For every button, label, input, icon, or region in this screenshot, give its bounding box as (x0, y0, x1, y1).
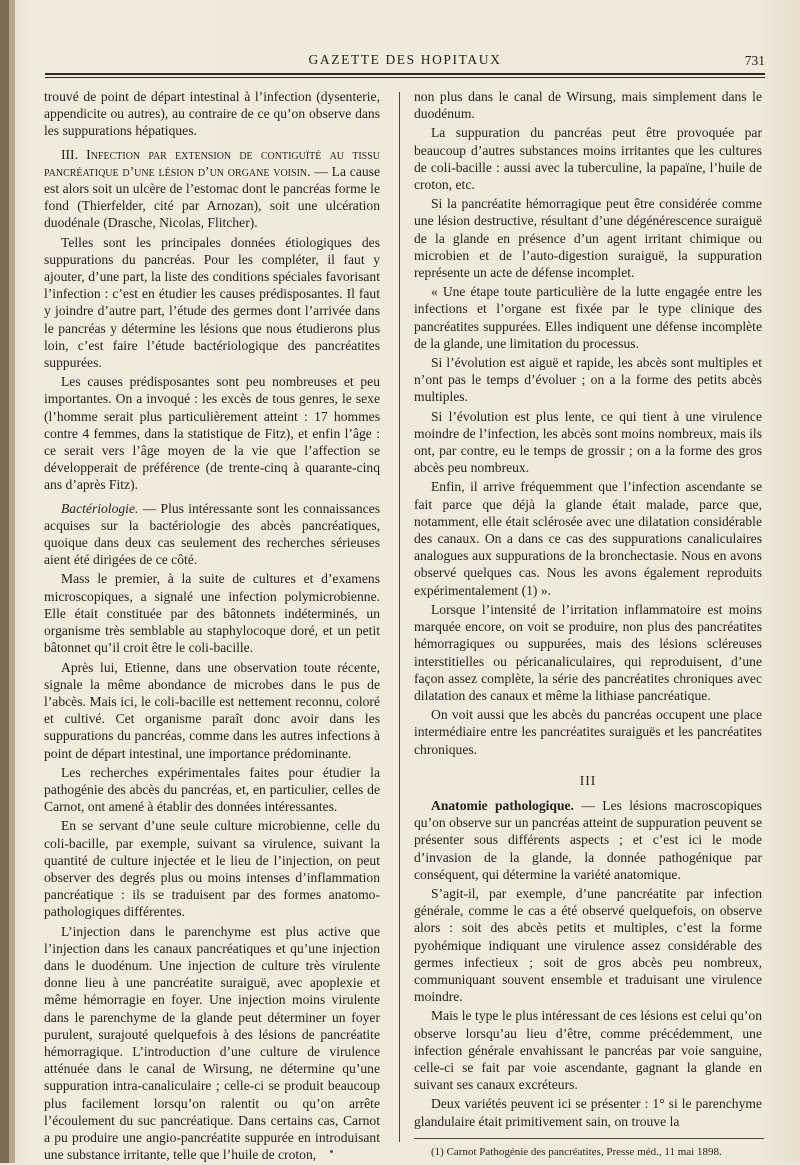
paragraph-text: — Plus intéressante sont les connaissances acquises sur la bactériologie des abcès pancréatiques, quoique dans deux cas seulement des recherches sérieuses aient été dirigées de ce côté. (44, 500, 380, 568)
paragraph: Deux variétés peuvent ici se présenter : 1° si le parenchyme glandulaire était primitivement sain, on trouve la (414, 1096, 762, 1129)
header-rule-thin (45, 77, 765, 78)
paragraph: Si l’évolution est plus lente, ce qui tient à une virulence moindre de l’infection, les abcès sont moins nombreux, mais ils ont, par contre, eu le temps de grossir ; on a la forme des gros abcès peu nombreux. (414, 408, 762, 476)
page-binding-edge (0, 0, 9, 1163)
section-paragraph (414, 797, 762, 883)
paragraph: Enfin, il arrive fréquemment que l’infection ascendante se fait parce que déjà la glande était malade, parce que, notamment, elle était sclérosée avec une dilatation considérable des canaux. On a dans ce cas des suppurations canaliculaires analogues aux suppurations de la bronchectasie. Nous en avons observé quelques cas. Nous les avons également reproduits expérimentalement (1) ». (414, 479, 762, 598)
paragraph-text: — Les lésions macroscopiques qu’on observe sur un pancréas atteint de suppuration peuvent se présenter sous différents aspects ; et c’est ici le mode d’invasion de la glande, la donnée pathogénique par conséquent, qui détermine la variété anatomique. (414, 797, 762, 882)
subsection-heading: III. Infection par extension de contiguïté au tissu pancréatique d’une lésion d’un organe voisin. (44, 146, 380, 179)
paragraph: Les causes prédisposantes sont peu nombreuses et peu importantes. On a invoqué : les excès de tous genres, le sexe (l’homme serait plus particulièrement atteint : 17 hommes contre 4 femmes, dans la statistique de Fitz), et enfin l’âge : ce serait vers l’âge moyen de la vie que l’affection se développerait de préférence (de trente-cinq à quarante-cinq ans d’après Fitz). (44, 374, 380, 493)
paragraph: S’agit-il, par exemple, d’une pancréatite par infection générale, comme le cas a été observé quelquefois, on observe alors : soit des abcès petits et multiples, c’est la forme pyohémique indiquant une virulence assez considérable des germes infectieux ; soit de gros abcès peu nombreux, communiquant souvent ensemble et traduisant une virulence moindre. (414, 885, 762, 1005)
section-paragraph (44, 500, 380, 569)
section-paragraph (44, 146, 380, 232)
paragraph: Lorsque l’intensité de l’irritation inflammatoire est moins marquée encore, on voit se produire, non plus des pancréatites hémorragiques ou suppurées, mais des lésions scléreuses interstitielles ou péricanaliculaires, qui reproduisent, d’une façon assez complète, la série des pancréatites chroniques avec dilatation des canaux et même la lithiase pancréatique. (414, 601, 762, 703)
left-column (44, 88, 380, 1165)
paragraph: En se servant d’une seule culture microbienne, celle du coli-bacille, par exemple, suivant sa virulence, suivant la quantité de culture injectée et le lieu de l’injection, on peut observer des degrés plus ou moins intenses d’inflammation pancréatique : ils se traduisent par des formes anatomo-pathologiques différentes. (44, 818, 380, 920)
paragraph: « Une étape toute particulière de la lutte engagée entre les infections et l’organe est fixée par le type clinique des pancréatites suppurées. Elles indiquent une défense incomplète de la glande, une limitation du processus. (414, 284, 762, 351)
paragraph: Après lui, Etienne, dans une observation toute récente, signale la même abondance de microbes dans le pus de l’abcès. Mais ici, le coli-bacille est nettement reconnu, coloré et cultivé. Cet organisme paraît donc avoir dans les suppurations du pancréas, comme dans les autres infections à point de départ intestinal, une importance prédominante. (44, 659, 380, 761)
paragraph: Les recherches expérimentales faites pour étudier la pathogénie des abcès du pancréas, et, en particulier, celles de Carnot, ont amené à établir des données intéressantes. (44, 764, 380, 815)
section-number: III (579, 772, 597, 788)
print-speck (330, 1150, 333, 1153)
paragraph: L’injection dans le parenchyme est plus active que l’injection dans les canaux pancréatiques et qu’une injection dans le duodénum. Une injection de culture très virulente donne lieu à une pancréatite suraiguë, avec apoplexie et même hémorragie en foyer. Une injection moins virulente dans le parenchyme de la glande peut déterminer un foyer purulent, surajouté quelquefois à des lésions de pancréatite hémorragique. L’introduction d’une culture de virulence atténuée dans le canal de Wirsung, ne détermine qu’une suppuration intra-canaliculaire ; celle-ci se produit beaucoup plus facilement lorsqu’on ralentit ou qu’on arrête l’écoulement du suc pancréatique. Dans certains cas, Carnot a pu produire une angio-pancréatite suppurée en introduisant une substance irritante, telle que l’huile de croton, (44, 923, 380, 1163)
paragraph: Si la pancréatite hémorragique peut être considérée comme une lésion destructive, résultant d’une dégénérescence suraiguë de la glande en présence d’un agent irritant chimique ou microbien et de l’auto-digestion suraiguë, la suppuration représente un acte de défense incomplet. (414, 196, 762, 281)
page-binding-shadow (9, 0, 15, 1163)
paragraph: On voit aussi que les abcès du pancréas occupent une place intermédiaire entre les pancréatites suraiguës et les pancréatites chroniques. (414, 707, 762, 757)
paragraph: trouvé de point de départ intestinal à l’infection (dysenterie, appendicite ou autres), au contraire de ce qu’on observe dans les suppurations hépatiques. (44, 89, 380, 139)
column-divider (399, 92, 400, 1142)
page-number: 731 (744, 53, 765, 68)
header-rule-thick (45, 73, 765, 75)
running-header (45, 52, 765, 72)
section-heading: Anatomie pathologique. (431, 797, 574, 813)
paragraph: Telles sont les principales données étiologiques des suppurations du pancréas. Pour les compléter, il faut y ajouter, d’une part, la liste des conditions spéciales favorisant l’infection : c’est en étudier les causes prédisposantes. Il faut y joindre d’autre part, l’étude des germes dont l’arrivée dans le pancréas y détermine les lésions que nous étudierons plus loin, c’est faire l’étude bactériologique des pancréatites suppurées. (44, 234, 380, 371)
footnote: (1) Carnot Pathogénie des pancréatites, Presse méd., 11 mai 1898. (431, 1145, 722, 1158)
paragraph-text: — La cause est alors soit un ulcère de l’estomac dont le pancréas forme le fond (Thierfelder, cité par Arnozan), soit une ulcération duodénale (Drasche, Nicolas, Flitcher). (44, 163, 380, 231)
paragraph: non plus dans le canal de Wirsung, mais simplement dans le duodénum. (414, 89, 762, 122)
paragraph: La suppuration du pancréas peut être provoquée par beaucoup d’autres substances moins irritantes que les cultures de coli-bacille : aussi avec la tuberculine, la papaïne, l’huile de croton, etc. (414, 125, 762, 193)
paragraph: Mass le premier, à la suite de cultures et d’examens microscopiques, a signalé une infection polymicrobienne. Elle était constituée par des bâtonnets indéterminés, un organisme très semblable au staphylocoque doré, et un petit bâtonnet qu’il croit être le coli-bacille. (44, 571, 380, 656)
paragraph: Si l’évolution est aiguë et rapide, les abcès sont multiples et n’ont pas le temps d’évoluer ; on a la forme des petits abcès multiples. (414, 355, 762, 405)
journal-title: GAZETTE DES HOPITAUX (308, 52, 502, 67)
subsection-heading: Bactériologie. (61, 500, 139, 516)
footnote-rule (414, 1138, 764, 1139)
paragraph: Mais le type le plus intéressant de ces lésions est celui qu’on observe lorsqu’au lieu d’être, comme précédemment, une infection générale envahissant le pancréas par voie sanguine, celle-ci se fait par voie ascendante, gagnant la glande en suivant ses canaux excréteurs. (414, 1008, 762, 1093)
right-column (414, 88, 762, 1161)
